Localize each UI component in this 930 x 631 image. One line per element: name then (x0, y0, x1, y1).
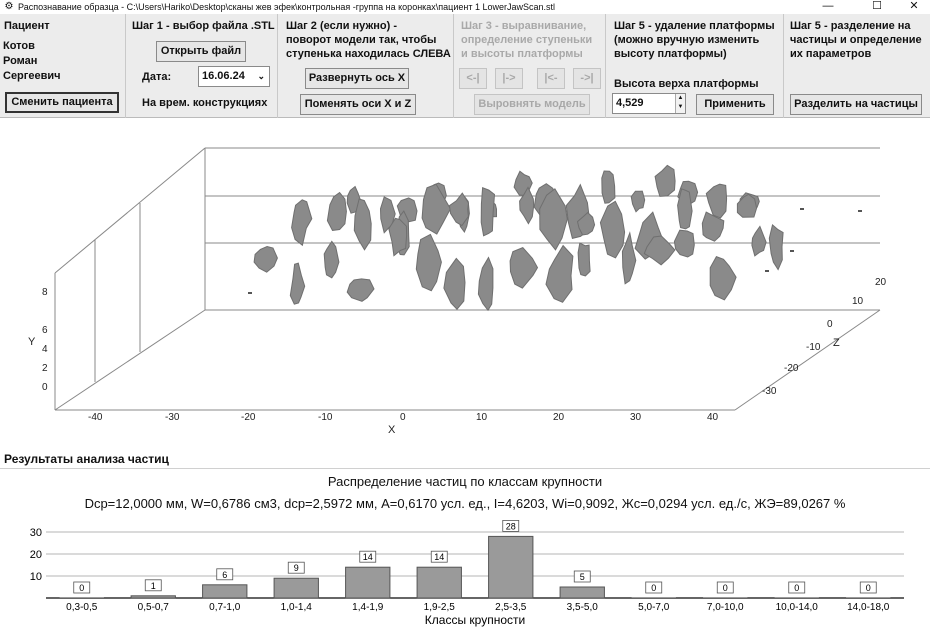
z-axis-label: Z (833, 337, 840, 349)
x-tick: -10 (318, 412, 333, 423)
step5a-header-line3: высоту платформы) (614, 48, 727, 60)
app-icon: ⚙ (4, 1, 14, 12)
window-title: Распознавание образца - C:\Users\Hariko\Desktop\сканы жев эфек\контрольная -группа на коронках\пациент 1 LowerJawScan.stl (18, 2, 556, 12)
date-picker[interactable] (198, 66, 270, 87)
scan-noise-point (248, 292, 252, 294)
x-tick-label: 3,5-5,0 (566, 602, 598, 613)
data-label: 0 (722, 583, 728, 593)
step1-panel (126, 14, 278, 118)
x-tick-label: 7,0-10,0 (706, 602, 744, 613)
align-model-button[interactable]: Выровнять модель (474, 94, 590, 115)
y-tick-label: 10 (29, 571, 42, 583)
data-label: 5 (579, 572, 585, 582)
x-tick: 20 (553, 412, 565, 423)
patient-header: Пациент (4, 20, 50, 32)
y-tick: 6 (42, 325, 48, 336)
x-tick: 40 (707, 412, 719, 423)
tooth-fragment (478, 258, 493, 311)
step2-header-line1: Шаг 2 (если нужно) - (286, 20, 397, 32)
step3-header-line2: определение ступеньки (461, 34, 593, 46)
step-left-button[interactable]: |<- (537, 68, 565, 89)
tooth-fragment (347, 279, 374, 301)
tooth-fragment (631, 191, 645, 212)
tooth-fragment (354, 199, 371, 250)
minimize-button[interactable]: — (822, 0, 834, 12)
x-tick-label: 0,7-1,0 (209, 602, 241, 613)
tooth-fragment (292, 200, 312, 245)
tooth-scan-point-cloud (248, 165, 862, 310)
title-bar (0, 0, 930, 14)
y-tick: 0 (42, 382, 48, 393)
bar (417, 567, 461, 598)
tooth-fragment (324, 241, 339, 277)
scan-noise-point (790, 250, 794, 252)
bar (346, 567, 390, 598)
z-tick: 10 (852, 296, 864, 307)
patient-first-name: Роман (3, 55, 38, 67)
x-tick-label: 5,0-7,0 (638, 602, 670, 613)
step2-header-line2: поворот модели так, чтобы (286, 34, 437, 46)
x-tick-label: 0,5-0,7 (137, 602, 169, 613)
data-label: 9 (293, 563, 299, 574)
tooth-fragment (481, 188, 494, 236)
x-tick: -40 (88, 412, 103, 423)
tooth-fragment (602, 171, 615, 203)
results-divider (0, 468, 930, 469)
platform-height-value: 4,529 (616, 97, 644, 109)
spin-arrows-icon[interactable]: ▲ ▼ (675, 94, 685, 113)
bar (632, 597, 676, 598)
bar (274, 578, 318, 598)
tooth-fragment (444, 258, 465, 309)
scan-noise-point (800, 208, 804, 210)
step5-split-panel (784, 14, 930, 118)
x-axis-label: X (388, 424, 396, 436)
open-file-button[interactable]: Открыть файл (156, 41, 246, 62)
tooth-fragment (674, 230, 694, 257)
x-tick: 10 (476, 412, 488, 423)
platform-height-input[interactable] (612, 93, 686, 114)
date-value: 16.06.24 (202, 70, 245, 82)
bar (703, 597, 747, 598)
step3-header-line3: и высоты платформы (461, 48, 583, 60)
tooth-fragment (546, 246, 573, 303)
step5b-header-line1: Шаг 5 - разделение на (790, 20, 911, 32)
x-axis-label: Классы крупности (424, 613, 526, 627)
chart-title: Распределение частиц по классам крупности (327, 474, 603, 489)
platform-height-label: Высота верха платформы (614, 78, 759, 90)
tooth-fragment (706, 184, 726, 218)
x-tick: -20 (241, 412, 256, 423)
data-label: 14 (434, 552, 445, 563)
tooth-fragment (678, 189, 693, 229)
z-tick: -30 (762, 386, 777, 397)
step3-panel (454, 14, 606, 118)
x-tick-label: 10,0-14,0 (775, 602, 818, 613)
x-tick-label: 14,0-18,0 (847, 602, 890, 613)
patient-middle-name: Сергеевич (3, 70, 61, 82)
x-tick-label: 2,5-3,5 (495, 602, 527, 613)
step5a-header-line1: Шаг 5 - удаление платформы (614, 20, 775, 32)
bar (846, 597, 890, 598)
z-tick: 0 (827, 319, 833, 330)
data-label: 6 (222, 569, 228, 580)
tooth-fragment (450, 193, 469, 226)
chart-subtitle: Dср=12,0000 мм, W=0,6786 см3, dср=2,5972 мм, A=0,6170 усл. ед., I=4,6203, Wi=0,9092, Жс=0,0294 усл. ед./с, ЖЭ=89,0267 % (84, 496, 846, 511)
data-label: 0 (651, 583, 657, 593)
y-tick-label: 30 (29, 527, 42, 539)
step5b-header-line3: их параметров (790, 48, 872, 60)
x-tick: 0 (400, 412, 406, 423)
step1-header: Шаг 1 - выбор файла .STL (132, 20, 275, 32)
bar (489, 536, 533, 598)
plot-3d-frame (55, 148, 880, 410)
tooth-fragment (510, 248, 537, 289)
tooth-fragment (769, 225, 783, 270)
bar (131, 596, 175, 598)
z-tick: -10 (806, 342, 821, 353)
data-label: 0 (794, 583, 800, 593)
tooth-fragment (737, 194, 756, 217)
z-tick: 20 (875, 277, 887, 288)
patient-last-name: Котов (3, 40, 35, 52)
x-tick-label: 0,3-0,5 (66, 602, 98, 613)
step5-platform-panel (606, 14, 784, 118)
swap-xz-button[interactable]: Поменять оси X и Z (300, 94, 416, 115)
z-tick: -20 (784, 363, 799, 374)
y-tick: 2 (42, 363, 48, 374)
toolbar (0, 14, 930, 118)
particle-size-chart (0, 510, 930, 631)
date-label: Дата: (142, 71, 172, 83)
scan-noise-point (765, 270, 769, 272)
step2-panel (278, 14, 454, 118)
tooth-fragment (422, 184, 450, 234)
close-button[interactable]: ✕ (909, 0, 919, 12)
bar (560, 587, 604, 598)
step-right-button[interactable]: |-> (495, 68, 523, 89)
tooth-fragment (327, 193, 346, 231)
results-section-title: Результаты анализа частиц (4, 452, 169, 466)
temp-constructions-label: На врем. конструкциях (142, 97, 268, 109)
y-axis-label: Y (28, 336, 36, 348)
step-right-end-button[interactable]: ->| (573, 68, 601, 89)
tooth-fragment (710, 257, 736, 300)
change-patient-button[interactable]: Сменить пациента (5, 92, 119, 113)
tooth-fragment (254, 247, 277, 273)
split-particles-button[interactable]: Разделить на частицы (790, 94, 922, 115)
x-tick: -30 (165, 412, 180, 423)
x-tick-label: 1,9-2,5 (423, 602, 455, 613)
y-tick-label: 20 (29, 549, 42, 561)
y-tick: 8 (42, 287, 48, 298)
step-left-end-button[interactable]: <-| (459, 68, 487, 89)
x-tick-label: 1,4-1,9 (352, 602, 384, 613)
apply-button[interactable]: Применить (696, 94, 774, 115)
bar (775, 597, 819, 598)
scan-3d-view[interactable] (0, 120, 930, 445)
scan-noise-point (858, 210, 862, 212)
x-tick: 30 (630, 412, 642, 423)
tooth-fragment (655, 165, 675, 196)
data-label: 14 (362, 552, 373, 563)
step2-header-line3: ступенька находилась СЛЕВА (286, 48, 451, 60)
bar (60, 597, 104, 598)
step5a-header-line2: (можно вручную изменить (614, 34, 760, 46)
data-label: 0 (865, 583, 871, 593)
step5b-header-line2: частицы и определение (790, 34, 922, 46)
x-tick-label: 1,0-1,4 (280, 602, 312, 613)
patient-panel (0, 14, 126, 118)
rotate-x-button[interactable]: Развернуть ось X (305, 68, 409, 89)
tooth-fragment (752, 226, 766, 256)
tooth-fragment (578, 243, 590, 276)
bar (203, 585, 247, 598)
chevron-down-icon: ⌄ (257, 71, 265, 81)
data-label: 28 (505, 521, 516, 532)
tooth-fragment (600, 201, 624, 258)
data-label: 0 (79, 583, 85, 593)
step3-header-line1: Шаг 3 - выравнивание, (461, 20, 587, 32)
maximize-button[interactable]: ☐ (872, 0, 882, 12)
y-tick: 4 (42, 344, 48, 355)
tooth-fragment (622, 233, 635, 284)
tooth-fragment (290, 263, 304, 304)
data-label: 1 (150, 580, 156, 591)
